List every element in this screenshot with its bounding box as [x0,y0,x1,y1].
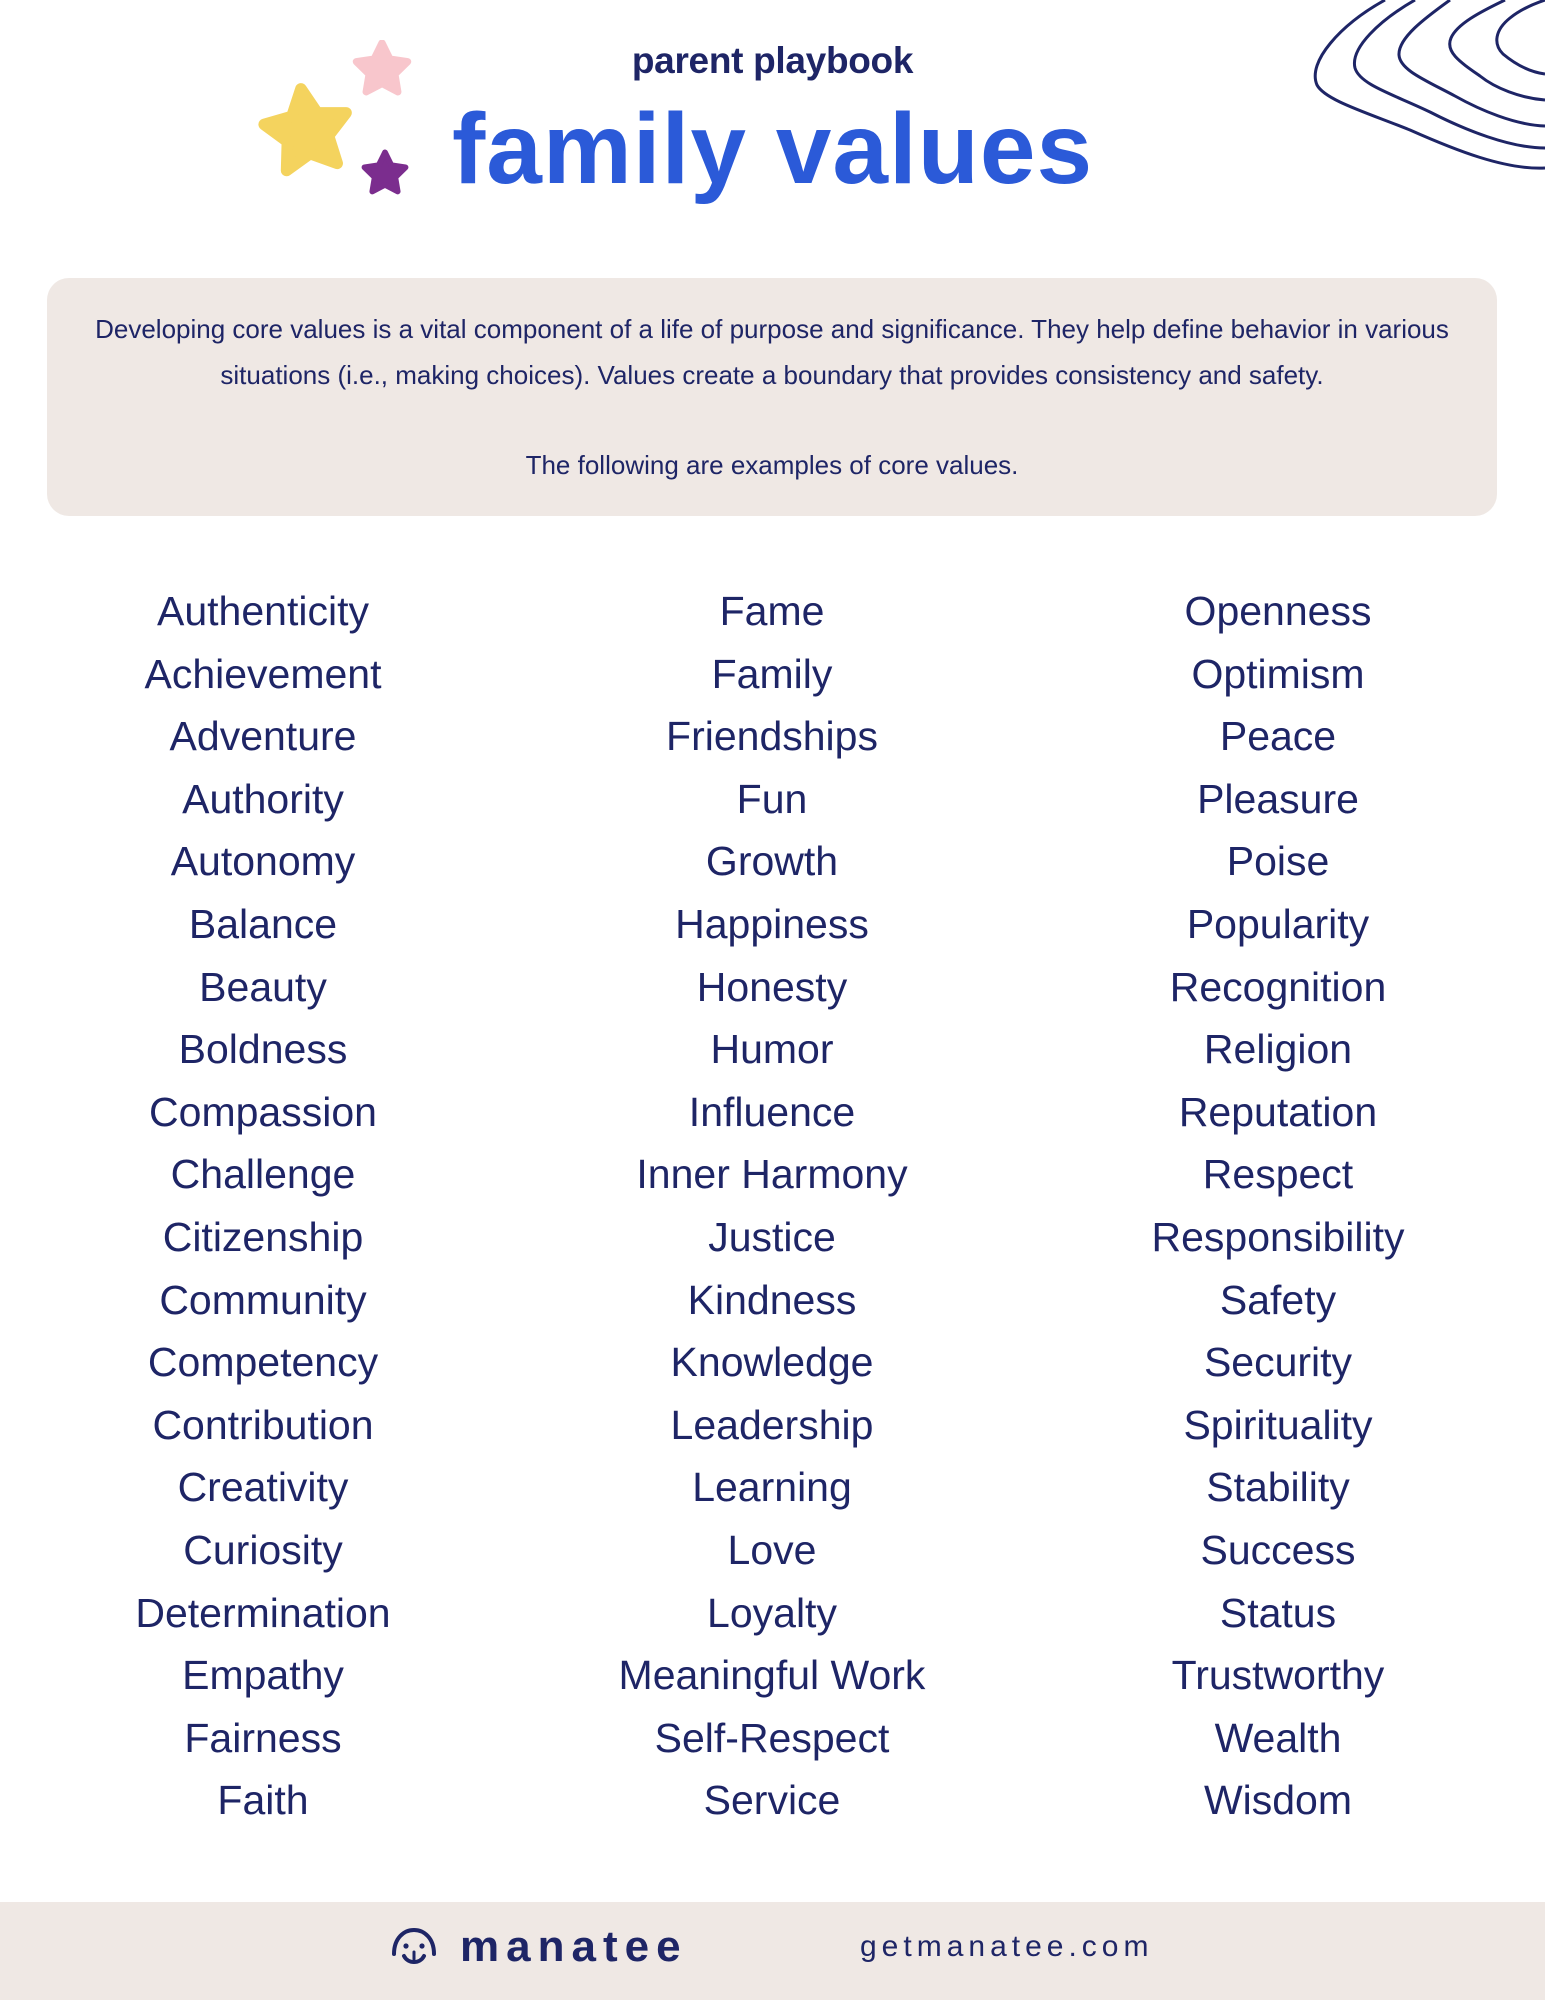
value-item: Community [159,1276,367,1323]
value-item: Responsibility [1151,1213,1405,1260]
value-item: Status [1219,1589,1337,1636]
value-item: Humor [710,1026,834,1073]
value-item: Service [703,1777,841,1824]
value-item: Safety [1219,1276,1337,1323]
value-item: Trustworthy [1171,1652,1385,1699]
value-item: Learning [692,1464,852,1511]
value-item: Autonomy [170,838,356,885]
value-item: Self-Respect [654,1714,890,1761]
values-column-3 [1078,580,1478,1832]
value-item: Authenticity [157,588,369,634]
value-item: Faith [217,1777,309,1824]
manatee-face-icon [390,1926,438,1968]
value-item: Justice [708,1213,836,1260]
value-item: Balance [188,900,338,947]
value-item: Poise [1226,838,1330,885]
value-item: Reputation [1178,1088,1378,1135]
value-item: Competency [147,1339,379,1386]
value-item: Leadership [670,1401,874,1448]
value-item: Inner Harmony [636,1151,908,1198]
value-item: Stability [1206,1464,1350,1511]
value-item: Compassion [149,1088,377,1135]
value-item: Boldness [178,1026,348,1073]
value-item: Knowledge [670,1339,874,1386]
page-title: family values [451,93,1094,205]
value-item: Adventure [169,713,357,760]
value-item: Contribution [152,1401,374,1448]
value-item: Kindness [687,1276,857,1323]
value-item: Honesty [696,963,848,1010]
value-item: Meaningful Work [618,1652,926,1699]
value-item: Security [1203,1339,1353,1386]
value-item: Wisdom [1203,1777,1353,1824]
value-item: Religion [1203,1026,1353,1073]
value-item: Popularity [1186,900,1370,947]
value-item: Citizenship [162,1213,364,1260]
value-item: Fame [719,588,825,634]
value-item: Wealth [1214,1714,1342,1761]
value-item: Determination [135,1589,391,1636]
value-item: Beauty [199,963,327,1010]
value-item: Loyalty [707,1589,837,1636]
value-item: Success [1200,1526,1356,1573]
value-item: Friendships [666,713,878,760]
value-item: Recognition [1169,963,1387,1010]
value-item: Respect [1202,1151,1354,1198]
value-item: Fairness [184,1714,342,1761]
value-item: Empathy [182,1652,344,1699]
footer [0,1902,1545,2000]
values-column-2 [572,580,972,1832]
value-item: Optimism [1191,650,1365,697]
value-item: Spirituality [1183,1401,1373,1448]
brand-name: manatee [460,1922,688,1971]
values-column-1 [63,580,463,1832]
intro-box [47,278,1497,516]
value-item: Challenge [170,1151,356,1198]
value-item: Creativity [177,1464,349,1511]
value-item: Influence [688,1088,856,1135]
value-item: Curiosity [183,1526,343,1573]
value-item: Family [711,650,833,697]
value-item: Achievement [144,650,382,697]
brand-logo [390,1922,688,1972]
value-item: Pleasure [1197,775,1359,822]
value-item: Fun [736,775,808,822]
value-item: Love [727,1526,817,1573]
value-item: Peace [1219,713,1337,760]
value-item: Openness [1184,588,1372,634]
value-item: Happiness [675,900,869,947]
intro-paragraph: Developing core values is a vital component of a life of purpose and significance. They help define behavior in various situations (i.e., making choices). Values create a boundary that provides consistency and safety. [95,314,1449,390]
website-link[interactable]: getmanatee.com [860,1930,1154,1963]
intro-note: The following are examples of core values. [525,450,1019,480]
value-item: Growth [705,838,839,885]
page-subtitle: parent playbook [631,40,914,81]
value-item: Authority [182,775,344,822]
